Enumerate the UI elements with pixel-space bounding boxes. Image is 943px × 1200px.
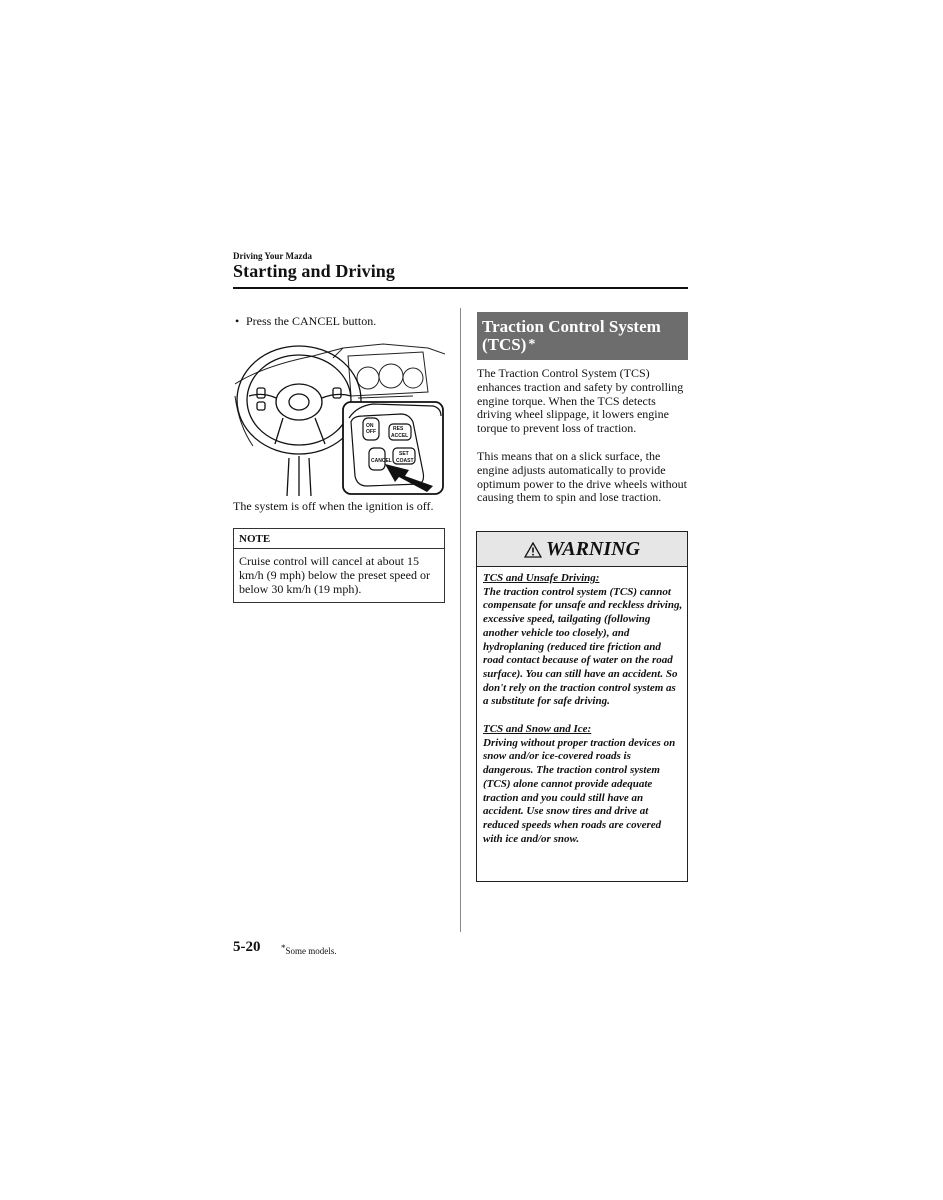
warning-section-2-title: TCS and Snow and Ice:: [483, 723, 592, 736]
tcs-heading-text: Traction Control System (TCS): [482, 317, 661, 354]
footnote-text: Some models.: [285, 946, 337, 956]
section-label: Driving Your Mazda: [233, 251, 313, 261]
title-rule: [233, 287, 688, 289]
tcs-heading-star: *: [528, 337, 536, 352]
warning-box: [476, 531, 688, 882]
warning-body: [483, 572, 683, 846]
steering-wheel-illustration: [233, 336, 445, 496]
on-label: ON: [366, 423, 374, 429]
system-off-text: The system is off when the ignition is off.: [233, 499, 434, 513]
note-body: Cruise control will cancel at about 15 km/h (9 mph) below the preset speed or below 30 km/h (19 mph).: [239, 554, 430, 596]
set-label: SET: [399, 451, 409, 457]
steering-wheel-diagram: [233, 336, 445, 496]
page-number: 5-20: [233, 939, 261, 955]
res-label: RES: [393, 426, 404, 432]
footnote-star: *: [281, 943, 286, 953]
bullet-text: Press the CANCEL button.: [246, 314, 377, 328]
warning-section-2-body: Driving without proper traction devices on snow and/or ice-covered roads is dangerous. The traction control system (TCS) alone cannot provide adequate traction and you could still have an accident. Use snow tires and drive at reduced speeds when roads are covered with ice and/or snow.: [483, 736, 676, 845]
page-title: Starting and Driving: [233, 261, 396, 281]
warning-header: [477, 532, 687, 567]
bullet-symbol: •: [235, 314, 240, 328]
warning-section-1-body: The traction control system (TCS) cannot compensate for unsafe and reckless driving, excessive speed, tailgating (following another vehicle too closely), and hydroplaning (reduced tire friction and road contact because of water on the road surface). You can still have an accident. So don't rely on the traction control system as a substitute for safe driving.: [483, 585, 683, 708]
cancel-label: CANCEL: [371, 458, 392, 464]
coast-label: COAST: [396, 458, 414, 464]
tcs-paragraph-2: This means that on a slick surface, the engine adjusts automatically to provide optimum power to the drive wheels without causing them to spin and lose traction.: [477, 449, 687, 505]
note-box: [233, 528, 445, 603]
footnote: [281, 943, 337, 956]
warning-label: WARNING: [545, 538, 641, 560]
warning-section-1-title: TCS and Unsafe Driving:: [483, 572, 600, 584]
tcs-heading: [477, 312, 688, 360]
accel-label: ACCEL: [391, 433, 409, 439]
column-divider: [460, 308, 461, 932]
warning-triangle-icon: [524, 542, 542, 558]
note-heading: NOTE: [234, 529, 444, 549]
off-label: OFF: [366, 429, 376, 435]
bullet-item: [235, 315, 445, 329]
tcs-paragraph-1: The Traction Control System (TCS) enhances traction and safety by controlling engine torque. When the TCS detects driving wheel slippage, it lowers engine torque to prevent loss of traction.: [477, 366, 684, 436]
